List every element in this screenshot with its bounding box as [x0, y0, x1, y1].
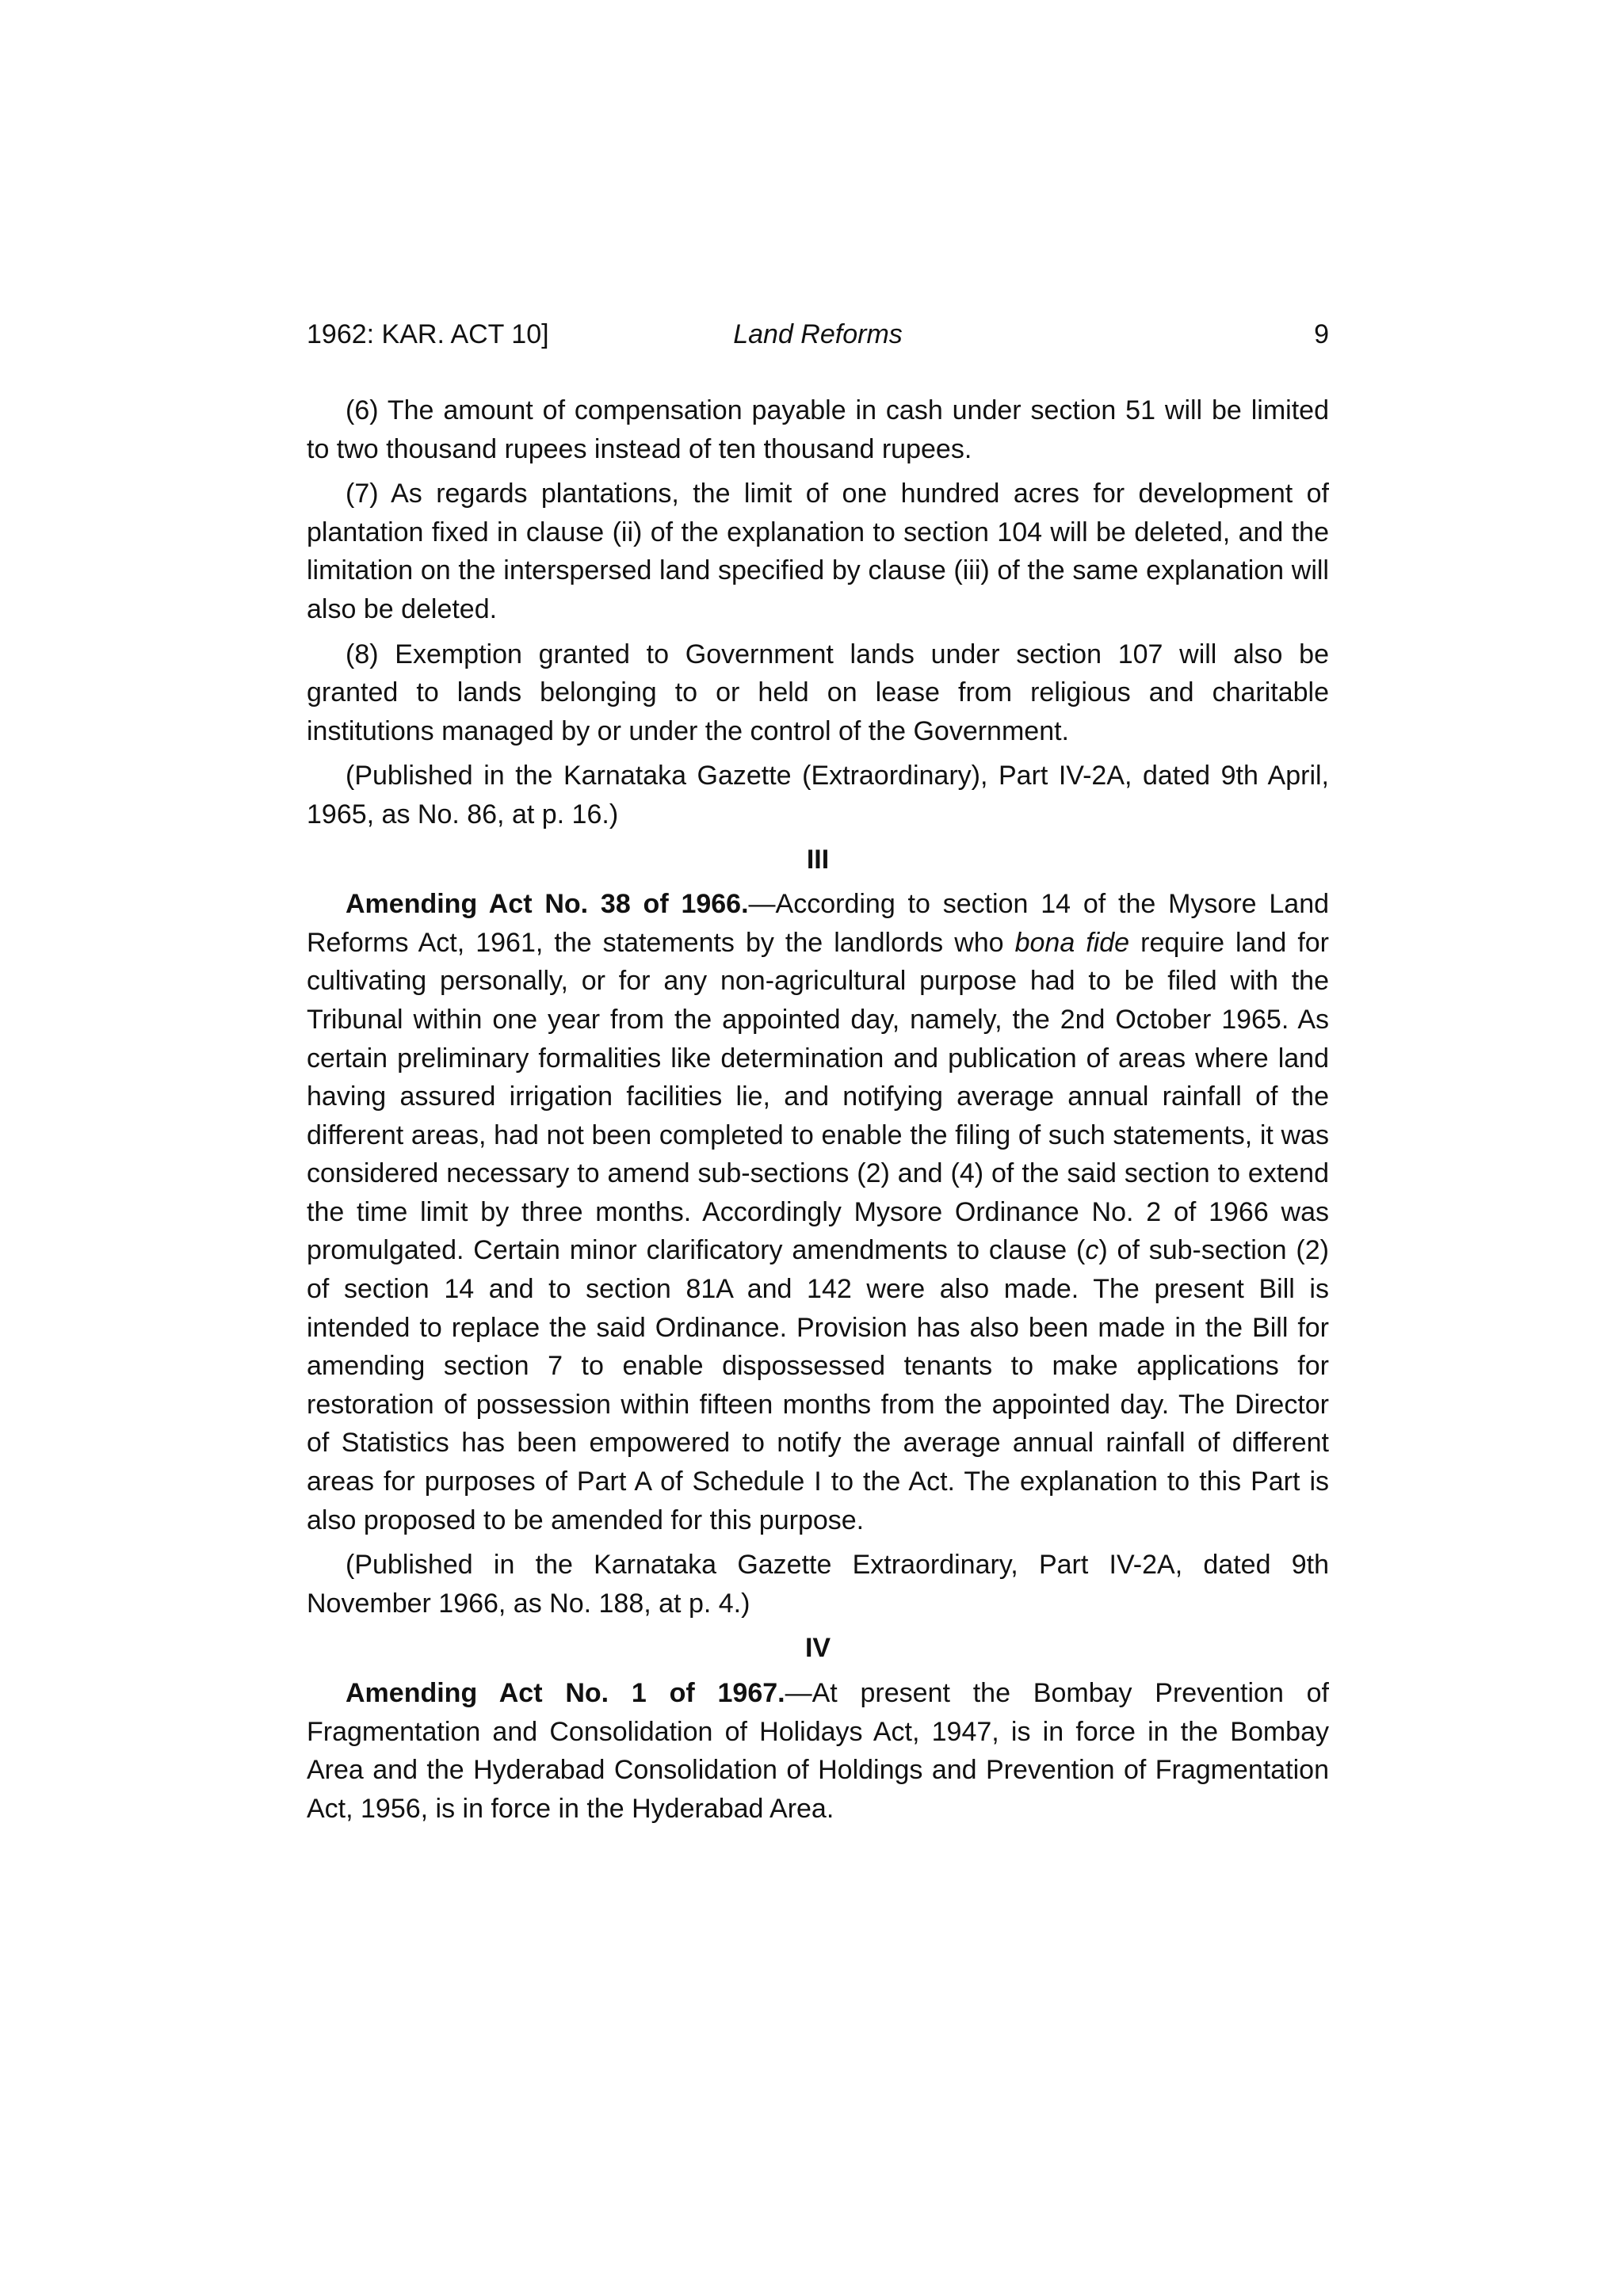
act-title-1966: Amending Act No. 38 of 1966.: [346, 889, 749, 920]
running-head: [307, 315, 1329, 353]
publication-note-2: (Published in the Karnataka Gazette Extraordinary, Part IV-2A, dated 9th November 1966, as No. 188, at p. 4.): [307, 1550, 1329, 1619]
document-page: [307, 315, 1329, 1834]
running-title: Land Reforms: [733, 319, 903, 349]
section-iii-italic-2: c: [1085, 1235, 1099, 1266]
section-iv-text-1: —At present the Bombay Prevention of Fragmentation and Consolidation of Holidays Act, 1947, is in force in the Bombay Area and the Hyderabad Consolidation of Holdings and Prevention of Fragmentation Act, 1956, is in force in the Hyderabad Area.: [307, 1678, 1330, 1824]
paragraph-7: (7) As regards plantations, the limit of one hundred acres for development of plantation fixed in clause (ii) of the explanation to section 104 will be deleted, and the limitation on the interspersed land specified by clause (iii) of the same explanation will also be deleted.: [307, 479, 1329, 624]
section-heading-iii: III: [806, 844, 830, 875]
section-iii-text-3: ) of sub-section (2) of section 14 and to section 81A and 142 were also made. The present Bill is intended to replace the said Ordinance. Provision has also been made in the Bill for amending section 7 to enable dispossessed tenants to make applications for restoration of possession within fifteen months from the appointed day. The Director of Statistics has been empowered to notify the average annual rainfall of different areas for purposes of Part A of Schedule I to the Act. The explanation to this Part is also proposed to be amended for this purpose.: [307, 1235, 1329, 1535]
paragraph-6: (6) The amount of compensation payable in cash under section 51 will be limited to two thousand rupees instead of ten thousand rupees.: [307, 395, 1329, 464]
section-iv-paragraph: [307, 1674, 1329, 1828]
section-heading-iv: IV: [804, 1633, 831, 1664]
act-reference: 1962: KAR. ACT 10]: [307, 319, 549, 349]
section-iii-italic-1: bona fide: [1014, 927, 1130, 958]
section-iii-text-2: require land for cultivating personally, or for any non-agricultural purpose had to be filed with the Tribunal within one year from the appointed day, namely, the 2nd October 1965. As certain preliminary formalities like determination and publication of areas where land having assured irrigation facilities lie, and notifying average annual rainfall of the different areas, had not been completed to enable the filing of such statements, it was considered necessary to amend sub-sections (2) and (4) of the said section to extend the time limit by three months. Accordingly Mysore Ordinance No. 2 of 1966 was promulgated. Certain minor clarificatory amendments to clause (: [307, 927, 1329, 1266]
section-iii-paragraph: [307, 885, 1329, 1539]
body-text: [307, 391, 1329, 1828]
page-number: 9: [1314, 319, 1329, 349]
section-iii-text-1: —According to section 14 of the Mysore Land Reforms Act, 1961, the statements by the landlords who: [307, 889, 1330, 958]
paragraph-8: (8) Exemption granted to Government lands under section 107 will also be granted to lands belonging to or held on lease from religious and charitable institutions managed by or under the control of the Government.: [307, 639, 1329, 746]
publication-note-1: (Published in the Karnataka Gazette (Extraordinary), Part IV-2A, dated 9th April, 1965, as No. 86, at p. 16.): [307, 761, 1329, 830]
act-title-1967: Amending Act No. 1 of 1967.: [346, 1678, 785, 1708]
